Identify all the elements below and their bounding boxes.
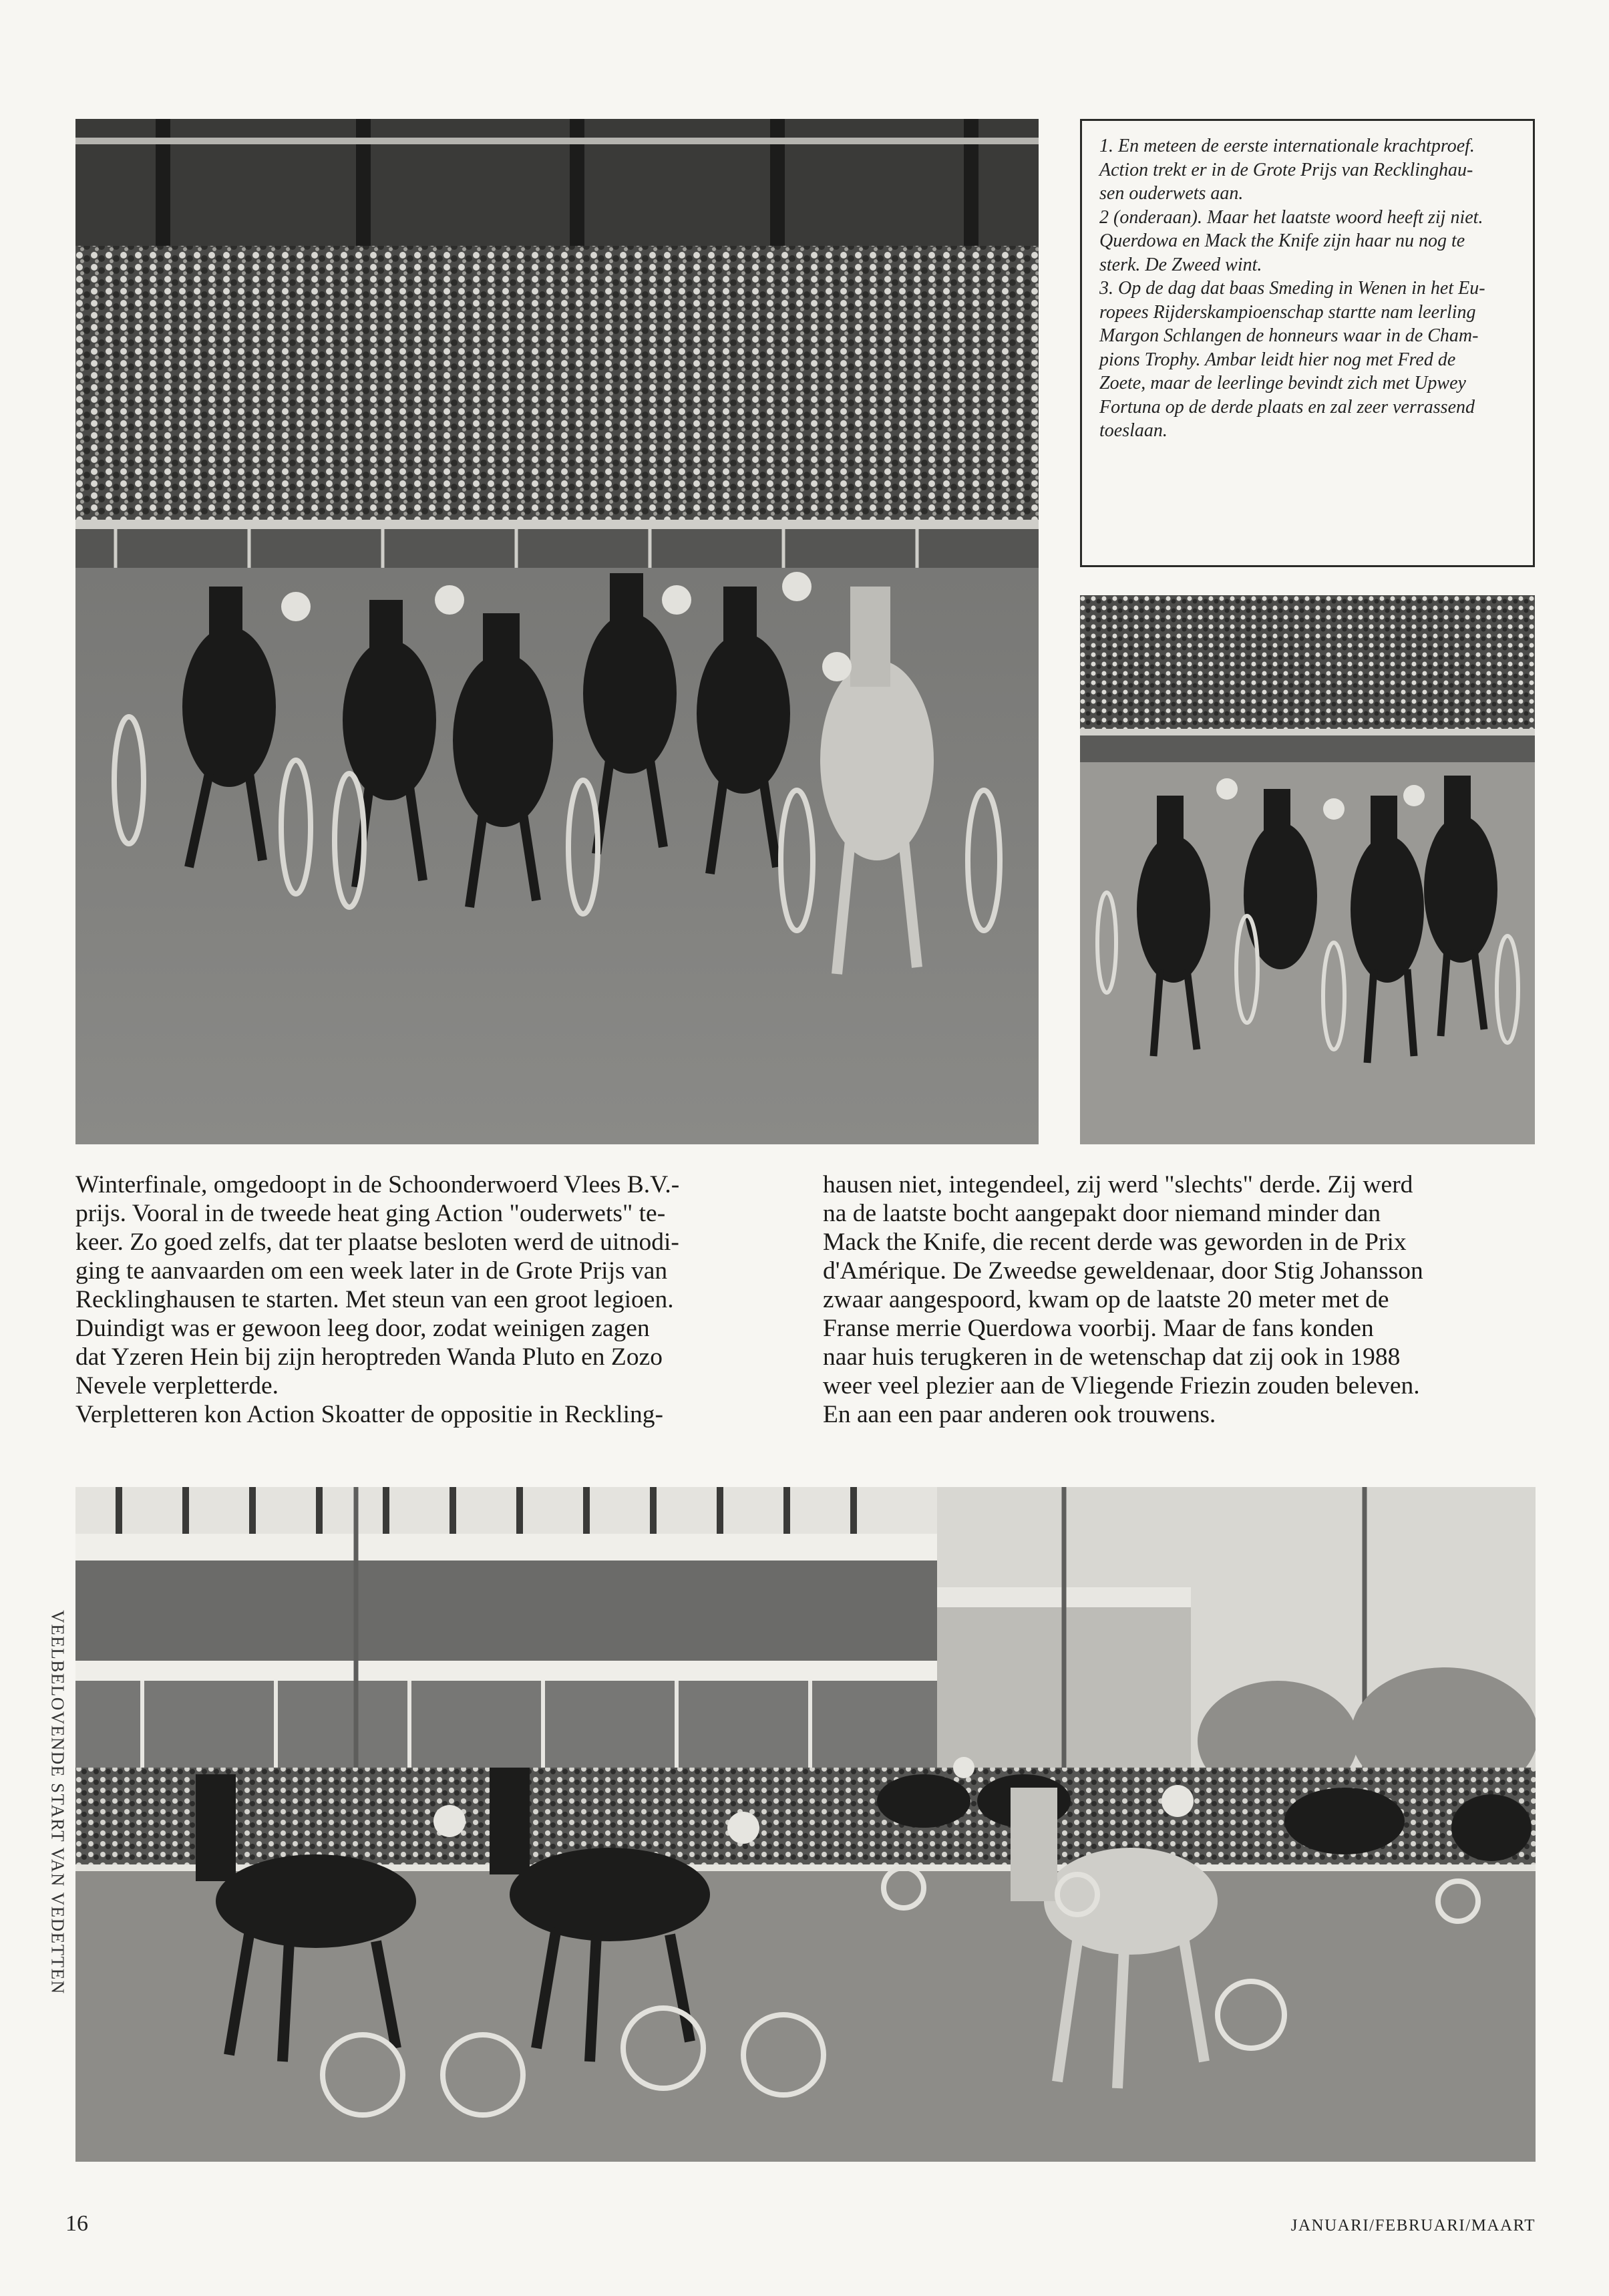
article-line: ging te aanvaarden om een week later in de Grote Prijs van (75, 1257, 668, 1285)
race-photo-champions-trophy (1080, 595, 1535, 1144)
article-line: dat Yzeren Hein bij zijn heroptreden Wanda Pluto en Zozo (75, 1343, 663, 1371)
article-line: weer veel plezier aan de Vliegende Friezin zouden beleven. (823, 1372, 1420, 1400)
caption-line: 1. En meteen de eerste internationale krachtproef. (1099, 136, 1475, 156)
article-column-right (823, 1170, 1531, 1429)
race-photo-recklinghausen (75, 119, 1039, 1144)
caption-line: pions Trophy. Ambar leidt hier nog met Fred de (1099, 349, 1456, 370)
article-line: d'Amérique. De Zweedse geweldenaar, door Stig Johansson (823, 1257, 1423, 1285)
article-column-left (75, 1170, 783, 1429)
article-line: hausen niet, integendeel, zij werd "slechts" derde. Zij werd (823, 1171, 1413, 1198)
article-line: Recklinghausen te starten. Met steun van een groot legioen. (75, 1286, 674, 1313)
caption-line: Zoete, maar de leerlinge bevindt zich met Upwey (1099, 373, 1466, 393)
photo-caption-box (1080, 119, 1535, 567)
caption-line: ropees Rijderskampioenschap startte nam leerling (1099, 301, 1476, 323)
race-photo-grandstand-image (75, 1487, 1536, 2162)
race-photo-grandstand (75, 1487, 1536, 2162)
caption-line: 3. Op de dag dat baas Smeding in Wenen in het Eu- (1099, 278, 1485, 299)
article-line: Duindigt was er gewoon leeg door, zodat weinigen zagen (75, 1315, 650, 1342)
article-line: Winterfinale, omgedoopt in de Schoonderwoerd Vlees B.V.- (75, 1171, 680, 1198)
caption-line: Querdowa en Mack the Knife zijn haar nu nog te (1099, 230, 1465, 251)
caption-line: sen ouderwets aan. (1099, 183, 1244, 204)
page-number: 16 (65, 2211, 88, 2236)
caption-line: Action trekt er in de Grote Prijs van Recklinghau- (1099, 159, 1473, 180)
article-line: En aan een paar anderen ook trouwens. (823, 1401, 1216, 1428)
caption-line: Fortuna op de derde plaats en zal zeer verrassend (1099, 396, 1475, 418)
article-line: na de laatste bocht aangepakt door niemand minder dan (823, 1200, 1381, 1227)
issue-date: JANUARI/FEBRUARI/MAART (1290, 2217, 1536, 2235)
race-photo-champions-trophy-image (1080, 595, 1535, 1144)
article-line: prijs. Vooral in de tweede heat ging Action "ouderwets" te- (75, 1200, 666, 1227)
article-line: Nevele verpletterde. (75, 1372, 279, 1400)
caption-line: Margon Schlangen de honneurs waar in de Cham- (1099, 325, 1479, 346)
article-line: Franse merrie Querdowa voorbij. Maar de fans konden (823, 1315, 1374, 1342)
caption-line: sterk. De Zweed wint. (1099, 254, 1262, 275)
race-photo-recklinghausen-image (75, 119, 1039, 1144)
article-line: Mack the Knife, die recent derde was geworden in de Prix (823, 1228, 1407, 1256)
article-line: naar huis terugkeren in de wetenschap dat zij ook in 1988 (823, 1343, 1401, 1371)
caption-line: toeslaan. (1099, 420, 1168, 441)
article-line: keer. Zo goed zelfs, dat ter plaatse besloten werd de uitnodi- (75, 1228, 679, 1256)
article-line: zwaar aangespoord, kwam op de laatste 20 meter met de (823, 1286, 1389, 1313)
caption-line: 2 (onderaan). Maar het laatste woord heeft zij niet. (1099, 206, 1483, 228)
article-line: Verpletteren kon Action Skoatter de oppositie in Reckling- (75, 1401, 664, 1428)
section-side-title: VEELBELOVENDE START VAN VEDETTEN (47, 1610, 68, 1995)
